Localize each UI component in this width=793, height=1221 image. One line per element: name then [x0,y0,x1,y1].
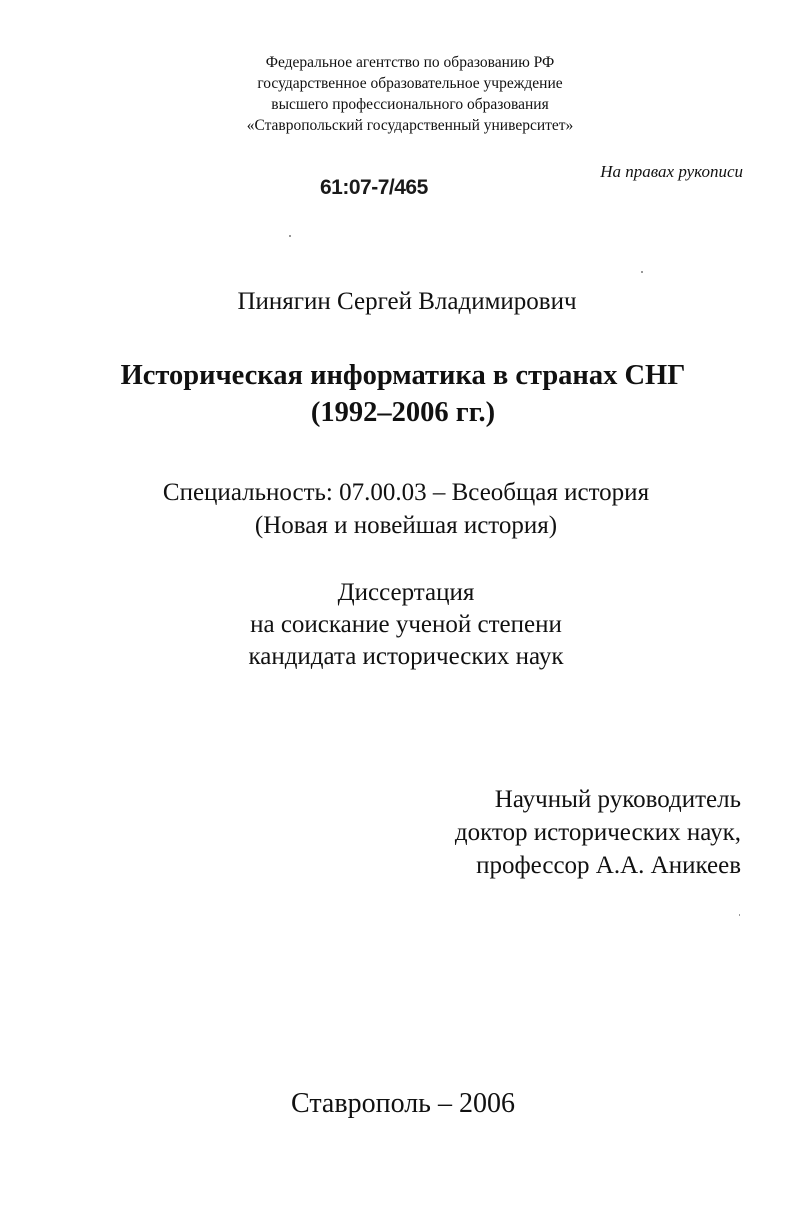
catalog-code-stamp: 61:07-7/465 [320,176,428,199]
title-line-main: Историческая информатика в странах СНГ [120,360,686,391]
scan-speck [289,235,291,237]
supervisor-line-name: профессор А.А. Аникеев [476,852,741,879]
specialty-line-subfield: (Новая и новейшая история) [254,512,558,539]
specialty-line-code: Специальность: 07.00.03 – Всеобщая история [162,479,650,506]
dissertation-title [0,357,793,431]
header-line-university: «Ставропольский государственный университет» [246,117,574,134]
degree-line-purpose: на соискание ученой степени [250,611,562,638]
supervisor-line-role: Научный руководитель [494,786,741,813]
author-name: Пинягин Сергей Владимирович [237,288,577,315]
degree-block [0,577,793,673]
degree-line-degree: кандидата исторических наук [248,643,564,670]
scan-speck [641,271,643,273]
city-year-footer: Ставрополь – 2006 [291,1088,515,1119]
specialty-block [0,476,793,542]
institution-header [0,52,793,136]
header-line-institution-type: государственное образовательное учреждение [257,75,563,92]
supervisor-line-degree: доктор исторических наук, [454,819,741,846]
title-line-years: (1992–2006 гг.) [310,397,496,428]
degree-line-type: Диссертация [337,579,475,606]
header-line-agency: Федеральное агентство по образованию РФ [265,54,555,71]
manuscript-rights-note: На правах рукописи [600,162,743,181]
scan-speck [739,914,740,916]
header-line-education-level: высшего профессионального образования [271,96,549,113]
supervisor-block [455,783,741,882]
